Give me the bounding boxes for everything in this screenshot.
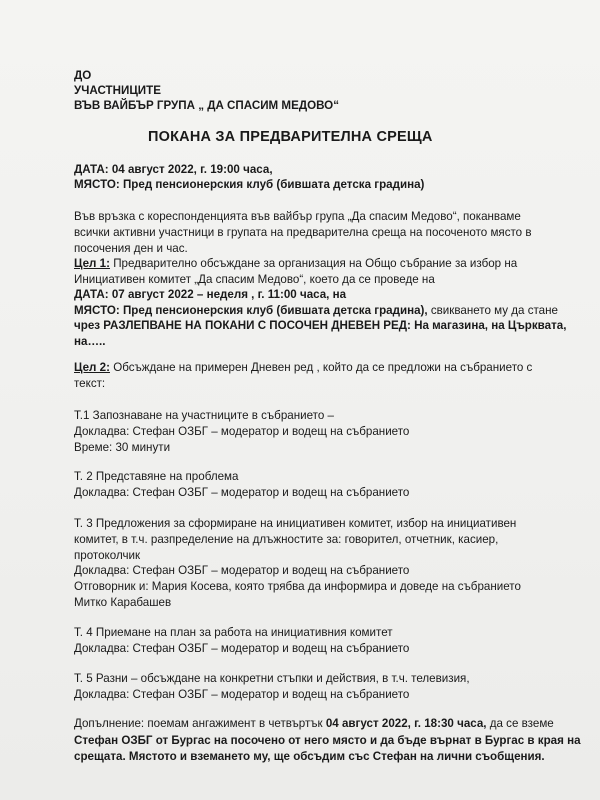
intro-line-3: посочения ден и час. [74, 242, 188, 255]
agenda-item-2-line-1: Т. 2 Представяне на проблема [74, 470, 239, 483]
addressee-line-2: УЧАСТНИЦИТЕ [74, 84, 161, 97]
goal1-place: МЯСТО: Пред пенсионерския клуб (бившата детска градина), [74, 304, 428, 317]
addendum-date: 04 август 2022, г. 18:30 часа, [322, 717, 487, 730]
agenda-item-3-line-6: Митко Карабашев [74, 596, 172, 609]
agenda-item-1-line-1: Т.1 Запознаване на участниците в събранието – [74, 409, 334, 422]
meeting-place: МЯСТО: Пред пенсионерския клуб (бившата детска градина) [74, 178, 425, 191]
goal1-place-rest: свикването му да стане [427, 304, 558, 317]
goal1-line-6: на….. [74, 335, 106, 348]
agenda-item-3-line-1: Т. 3 Предложения за сформиране на инициативен комитет, избор на инициативен [74, 517, 517, 530]
agenda-item-5-line-1: Т. 5 Разни – обсъждане на конкретни стъпки и действия, в т.ч. телевизия, [74, 672, 470, 685]
goal2-line-2: текст: [74, 377, 106, 390]
page-title: ПОКАНА ЗА ПРЕДВАРИТЕЛНА СРЕЩА [148, 129, 433, 145]
addendum-intro: Допълнение: поемам ангажимент в четвъртък [74, 717, 323, 730]
addendum-tail: да се вземе [486, 717, 554, 730]
addressee-line-3: ВЪВ ВАЙБЪР ГРУПА „ ДА СПАСИМ МЕДОВО“ [74, 99, 340, 112]
agenda-item-1-line-3: Време: 30 минути [74, 441, 171, 454]
goal1-line-4 [74, 303, 558, 319]
addendum-line-2: Стефан ОЗБГ от Бургас на посочено от него място и да бъде върнат в Бургас в края на [74, 734, 581, 747]
goal1-label: Цел 1: [74, 257, 110, 270]
goal2-label: Цел 2: [74, 361, 110, 374]
goal1-posting: РАЗЛЕПВАНЕ НА ПОКАНИ С ПОСОЧЕН ДНЕВЕН РЕД: На магазина, на Църквата, [100, 319, 567, 332]
addendum-line-1 [74, 716, 554, 732]
agenda-item-3-line-4: Докладва: Стефан ОЗБГ – модератор и водещ на събранието [74, 564, 410, 577]
goal2-text: Обсъждане на примерен Дневен ред , който да се предложи на събранието с [109, 361, 533, 374]
agenda-item-3-line-2: комитет, в т.ч. разпределение на длъжностите за: говорител, отчетник, касиер, [74, 533, 499, 546]
agenda-item-3-line-3: протоколчик [74, 549, 141, 562]
agenda-item-3-line-5: Отговорник и: Мария Косева, която трябва да информира и доведе на събранието [74, 580, 521, 593]
goal1-chrez: чрез [74, 319, 101, 332]
agenda-item-2-line-2: Докладва: Стефан ОЗБГ – модератор и водещ на събранието [74, 486, 410, 499]
addressee-line-1: ДО [74, 69, 92, 82]
goal1-text: Предварително обсъждане за организация на Общо събрание за избор на [109, 257, 518, 270]
intro-line-2: всички активни участници в групата на предварителна среща на посоченото място в [74, 226, 532, 239]
goal1-line-2: Инициативен комитет „Да спасим Медово“, което да се проведе на [74, 273, 435, 286]
goal1-line-1 [74, 256, 517, 272]
goal1-line-3: ДАТА: 07 август 2022 – неделя , г. 11:00 часа, на [74, 288, 347, 301]
agenda-item-4-line-1: Т. 4 Приемане на план за работа на инициативния комитет [74, 626, 393, 639]
agenda-item-5-line-2: Докладва: Стефан ОЗБГ – модератор и водещ на събранието [74, 688, 410, 701]
agenda-item-4-line-2: Докладва: Стефан ОЗБГ – модератор и водещ на събранието [74, 642, 410, 655]
intro-line-1: Във връзка с кореспонденцията във вайбър група „Да спасим Медово“, поканваме [74, 210, 521, 223]
agenda-item-1-line-2: Докладва: Стефан ОЗБГ – модератор и водещ на събранието [74, 425, 410, 438]
addendum-line-3: срещата. Мястото и вземането му, ще обсъдим със Стефан на лични съобщения. [74, 750, 545, 763]
meeting-date: ДАТА: 04 август 2022, г. 19:00 часа, [74, 163, 273, 176]
goal1-line-5 [74, 318, 566, 334]
goal2-line-1 [74, 360, 532, 376]
